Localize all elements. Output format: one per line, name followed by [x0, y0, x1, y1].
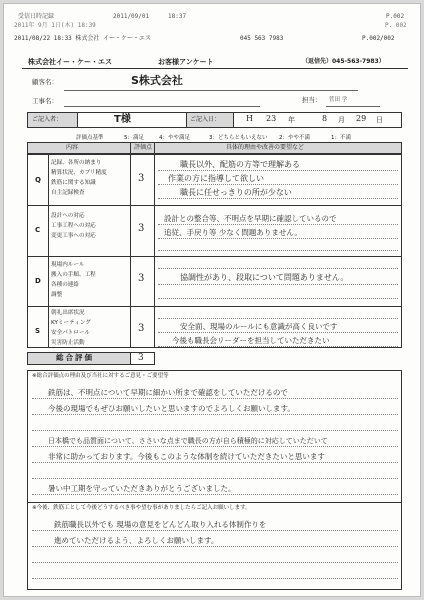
- client-value: S株式会社: [131, 74, 183, 87]
- comment-line: 非常に助かっております。今後もこのような体制を続けていただきたいと思います: [48, 452, 325, 461]
- date-label: ご記入日：: [190, 116, 221, 123]
- row-item: 現場内ルール: [51, 262, 85, 268]
- col-score: 評価点: [134, 144, 153, 151]
- row-score-d: 3: [138, 273, 145, 284]
- row-item: 自主記録検査: [51, 190, 85, 196]
- fax-page-a: P.002: [386, 13, 405, 20]
- comment-line: 暑い中工期を守っていただきありがとうございました。: [48, 484, 236, 493]
- comment-line: 鉄筋は、不明点について早期に細かい所まで確認をしていただけるので: [48, 388, 288, 397]
- date-month-suffix: 月: [338, 116, 345, 124]
- legend-label: 評価点基準: [76, 135, 104, 141]
- person-value: T様: [114, 114, 131, 125]
- row-reason-q-1: 職長以外、配筋の方等で理解ある: [180, 160, 300, 169]
- row-item: 設計への対応: [51, 213, 85, 219]
- row-reason-c-1: 設計との整合等、不明点を早期に確認しているので: [164, 214, 337, 223]
- overall-label: 総合評価: [56, 353, 94, 362]
- row-reason-c-2: 追従、手戻り等 少なく問題ありません。: [164, 228, 302, 237]
- fax-page-c: P.002/002: [362, 35, 395, 42]
- legend-s5: 5：満足: [124, 135, 144, 141]
- fax-page: [3, 3, 421, 597]
- row-reason-q-3: 職長に任せっきりの所が少ない: [180, 188, 292, 197]
- row-reason-q-2: 作業の方に指導して欲しい: [168, 174, 264, 183]
- row-cat-s: S: [35, 327, 41, 335]
- row-item: 各種の連絡: [51, 282, 79, 288]
- fax-number: 045 563 7983: [240, 35, 284, 42]
- comments-heading-2: ※今後、鉄筋工として今後どうするべき事や望む事がありましたらご記入お願いします。: [32, 505, 251, 511]
- row-score-q: 3: [138, 173, 145, 184]
- row-reason-s-1: 安全面、現場のルールにも意識が高く良いです: [180, 322, 338, 331]
- row-cat-c: C: [35, 226, 41, 234]
- row-items-q: [51, 158, 107, 198]
- survey-title: お客様アンケート: [158, 58, 214, 66]
- row-cat-d: D: [35, 277, 41, 285]
- row-score-s: 3: [138, 323, 145, 334]
- row-reason-d-1: 協調性があり、段取について問題ありません。: [180, 273, 349, 282]
- col-reason: 具体的理由や改善の要望など: [226, 144, 305, 151]
- legend-s1: 1：不満: [331, 135, 351, 141]
- client-label: 顧客名：: [32, 78, 58, 86]
- fax-recv-date: 2011/09/01: [113, 13, 150, 20]
- staff-label: 担当：: [302, 96, 322, 104]
- fax-recv-time: 18:37: [168, 13, 187, 20]
- row-item: 変更工事への対応: [51, 233, 96, 239]
- request-line: 進めていただけるよう、よろしくお願いします。: [54, 536, 219, 545]
- fax-send-line: 2011/08/22 18:33 株式会社 イー・ケー・エス: [14, 35, 152, 42]
- date-year: 23: [266, 114, 277, 123]
- row-item: 朝礼出席状況: [51, 310, 85, 316]
- row-items-c: [51, 211, 96, 241]
- staff-value: 菅田 学: [329, 97, 348, 103]
- col-content: 内容: [66, 144, 79, 151]
- row-item: 記録、各所の納まり: [51, 160, 102, 166]
- date-day-suffix: 日: [376, 116, 383, 124]
- row-item: 工事工程への対応: [51, 223, 96, 229]
- fax-page-b: P. 002: [385, 22, 407, 29]
- row-item: 調整: [51, 292, 63, 298]
- comments-box: [27, 370, 402, 590]
- return-fax: （返信先）045-563-7983）: [302, 58, 385, 65]
- comments-heading-1: ※総合評価点の理由及び当社に対するご意見・ご要望等: [32, 373, 169, 379]
- row-item: 鉄筋に関する知識: [51, 180, 96, 186]
- date-year-suffix: 年: [288, 116, 295, 124]
- work-label: 工事名：: [32, 97, 58, 105]
- row-item: 安全パトロール: [51, 330, 90, 336]
- overall-score: 3: [138, 353, 144, 363]
- fax-stamp-line: 2011年 9月 1日(木) 18:39: [14, 22, 96, 29]
- legend-s4: 4：やや満足: [159, 135, 190, 141]
- row-item: KYミーティング: [51, 320, 91, 326]
- row-cat-q: Q: [35, 176, 41, 184]
- date-month: 8: [322, 114, 328, 123]
- date-day: 29: [356, 114, 367, 123]
- company-name: 株式会社イー・ケー・エス: [28, 58, 112, 66]
- person-label: ご記入者：: [32, 116, 63, 123]
- row-items-s: [51, 308, 91, 348]
- date-era: H: [246, 114, 253, 123]
- row-items-d: [51, 260, 96, 300]
- legend-s3: 3：どちらともいえない: [209, 135, 268, 141]
- fax-recv-label: 受信日時記録: [18, 13, 55, 20]
- comment-line: 日本橋でも品質面について、ささいな点まで職長の方が自ら積極的に対応していただいて: [48, 437, 328, 445]
- row-score-c: 3: [138, 223, 145, 234]
- comment-line: 今後の現場でもぜひお願いしたいと思いますのでよろしくお願いします。: [48, 404, 295, 413]
- row-item: 精算状況、カブリ精度: [51, 170, 107, 176]
- row-item: 災害防止活動: [51, 340, 85, 346]
- legend-s2: 2：やや不満: [279, 135, 310, 141]
- request-line: 鉄筋職長以外でも 現場の意見をどんどん取り入れる体制作りを: [54, 520, 267, 529]
- row-item: 搬入の手順、工程: [51, 272, 96, 278]
- row-reason-s-2: 今後も職長会リーダーを担当していただきたい: [172, 336, 330, 345]
